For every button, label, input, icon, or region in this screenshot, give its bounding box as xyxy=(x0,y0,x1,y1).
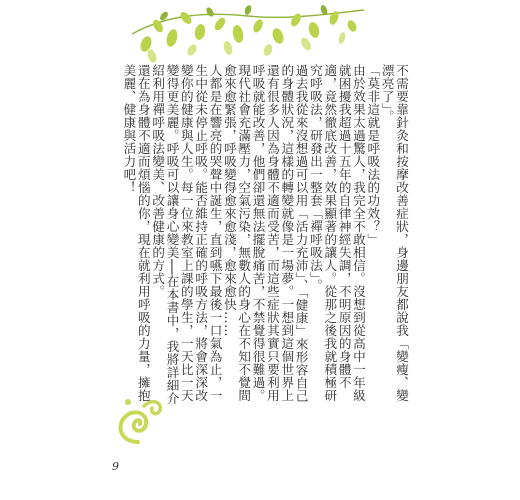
page-number: 9 xyxy=(112,460,119,473)
leafy-vine-icon xyxy=(128,4,368,72)
paragraph: 人都是在響亮的哭聲中誕生，直到嚥下最後一口氣為止，一生中從未停止呼吸。能否維持正確的呼吸方法，將會深深改變你的健康與人生。每一位來教室上課的學生，一天比一天變得更美麗。呼吸可以讓身心變美──在本書中，我將詳細介紹利用禪呼吸法變美、改善健康的方式。 xyxy=(150,64,223,405)
paragraph: 由於效果太過驚人，我完全不敢相信。沒想到從高中一年級就困擾我超過十五年的自律神經失調，不明原因的身體不適，竟然徹底改善，效果顯著的讓人。從那之後我就積極研究呼吸法，研發出一整套「禪呼吸法」。 xyxy=(307,64,366,402)
paragraph: 過去我從來沒想過可以用「活力充沛」、「健康」來形容自己的身體狀況，這樣的轉變就像是一場夢。一想到這個世界上還有很多人因為身體不適而受苦，而這些症狀其實只要利用呼吸就能改善，他們卻還無法擺脫痛苦，不禁覺得很難過。現代社會充滿壓力，空氣污染，無數人的身心在不知不覺間愈來愈緊張，呼吸變得愈來愈淺，愈來愈快…… xyxy=(221,64,309,403)
paragraph: 還在為身體不適而煩惱的你，現在就利用呼吸的力量，擁抱美麗、健康與活力吧！ xyxy=(121,64,151,402)
paragraph: 不需要靠針灸和按摩改善症狀，身邊朋友都說我「變瘦、變漂亮了」。 xyxy=(379,64,409,402)
vertical-text-body xyxy=(118,64,408,410)
green-swirl-ornament-icon xyxy=(108,392,168,450)
paragraph: 「莫非這就是呼吸法的功效？」 xyxy=(365,64,381,246)
